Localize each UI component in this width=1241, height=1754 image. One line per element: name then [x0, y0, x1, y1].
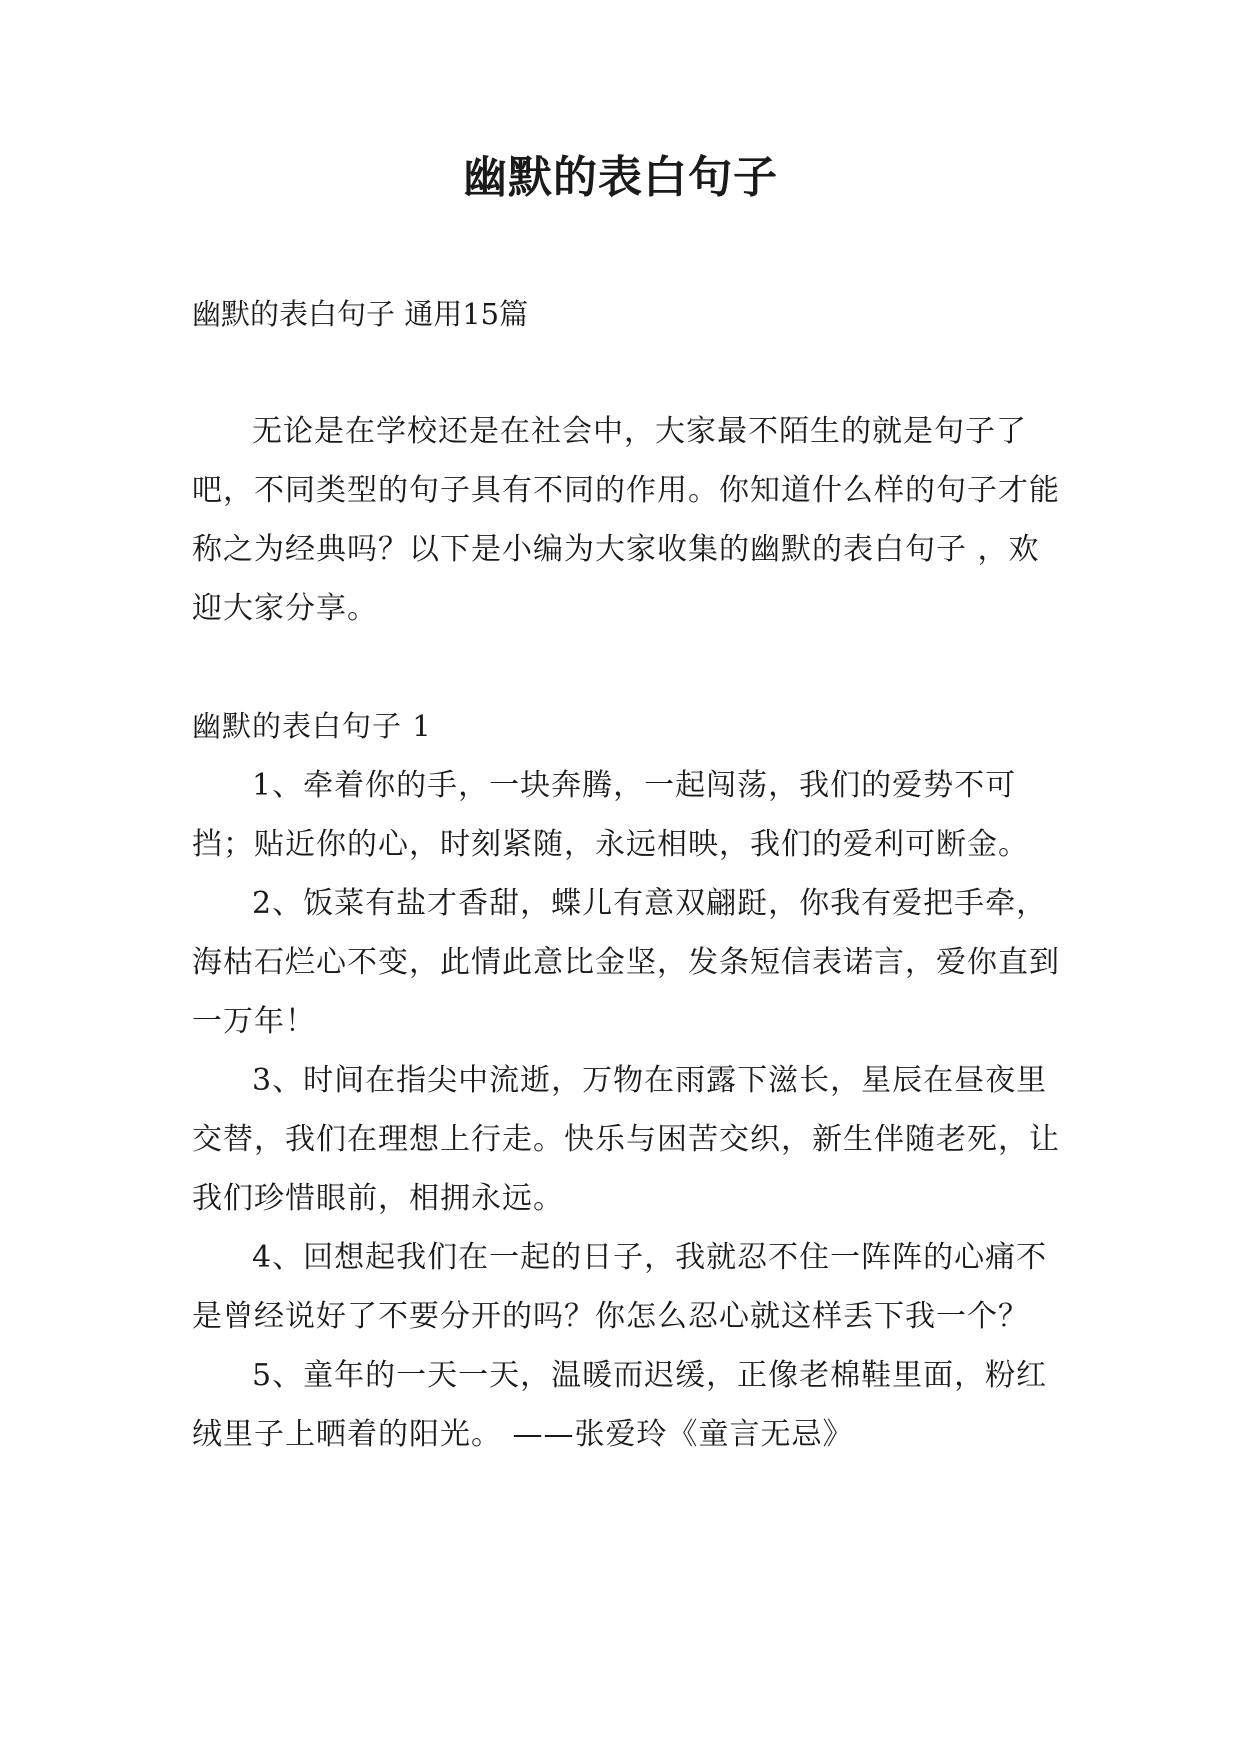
list-item: 1、牵着你的手，一块奔腾，一起闯荡，我们的爱势不可挡；贴近你的心，时刻紧随，永远相映，我们的爱利可断金。 [192, 768, 1029, 862]
document-subtitle: 幽默的表白句子 通用15篇 [192, 297, 529, 331]
list-item: 2、饭菜有盐才香甜，蝶儿有意双翩跹，你我有爱把手牵，海枯石烂心不变，此情此意比金坚，发条短信表诺言，爱你直到一万年！ [192, 886, 1060, 1039]
intro-block [192, 402, 1062, 638]
page-title: 幽默的表白句子 [463, 152, 778, 203]
list-item: 5、童年的一天一天，温暖而迟缓，正像老棉鞋里面，粉红绒里子上晒着的阳光。 ——张爱玲《童言无忌》 [192, 1358, 1048, 1452]
list-item: 3、时间在指尖中流逝，万物在雨露下滋长，星辰在昼夜里交替，我们在理想上行走。快乐与困苦交织，新生伴随老死，让我们珍惜眼前，相拥永远。 [192, 1063, 1060, 1216]
list-item: 4、回想起我们在一起的日子，我就忍不住一阵阵的心痛不是曾经说好了不要分开的吗？你怎么忍心就这样丢下我一个？ [192, 1240, 1048, 1334]
section-1 [192, 697, 1062, 1464]
section-heading: 幽默的表白句子 1 [192, 709, 432, 743]
intro-paragraph: 无论是在学校还是在社会中，大家最不陌生的就是句子了吧，不同类型的句子具有不同的作用。你知道什么样的句子才能称之为经典吗？以下是小编为大家收集的幽默的表白句子 ，欢迎大家分享。 [192, 414, 1060, 626]
